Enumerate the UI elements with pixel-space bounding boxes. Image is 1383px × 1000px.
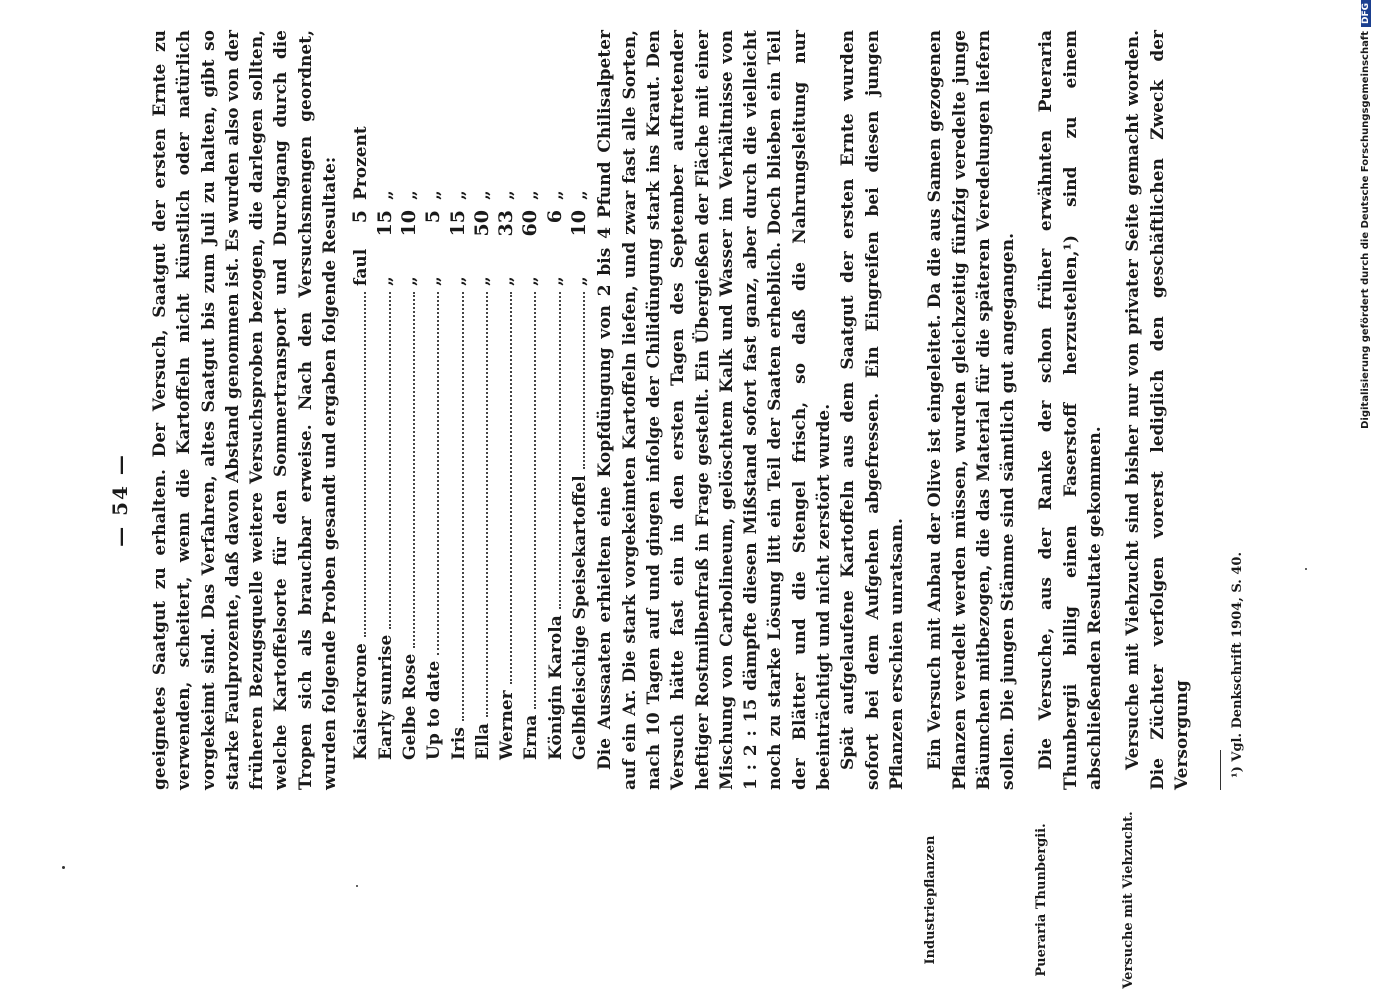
table-row (567, 120, 591, 760)
scan-speck (62, 866, 65, 869)
unit-label: „ (375, 190, 396, 200)
table-row (518, 120, 542, 760)
unit-label: „ (497, 190, 518, 200)
dot-leader (437, 292, 439, 655)
unit-label: „ (570, 190, 591, 200)
unit-label: „ (472, 190, 493, 200)
page-number: — 54 — (108, 453, 132, 547)
dot-leader (462, 292, 464, 721)
rot-percent-value: 5 (422, 210, 445, 224)
paragraph-viehzucht: Versuche mit Viehzucht sind bisher nur von privater Seite gemacht worden. Die Züchter verfolgen vorerst lediglich den geschäftlichen Zweck der Versorgung (1123, 30, 1192, 790)
variety-name: Up to date (424, 660, 445, 760)
rot-label: „ (472, 276, 493, 286)
variety-name: Gelbe Rose (399, 653, 420, 760)
dot-leader (583, 292, 585, 469)
margin-note-industriepflanzen: Industriepflanzen (923, 835, 938, 965)
variety-name: Gelbfleischige Speisekartoffel (570, 475, 591, 760)
rot-percent-value: 15 (446, 210, 469, 237)
rot-label: „ (521, 276, 542, 286)
results-table (348, 120, 591, 760)
variety-name: Early sunrise (375, 634, 396, 760)
footnote-rule (1220, 750, 1221, 790)
rot-percent-value: 15 (373, 210, 396, 237)
rot-label: „ (448, 276, 469, 286)
dot-leader (559, 292, 561, 609)
dot-leader (413, 292, 415, 648)
variety-name: Kaiserkrone (351, 643, 372, 760)
scan-speck (1305, 568, 1307, 570)
variety-name: Ella (472, 723, 493, 760)
footnote: ¹) Vgl. Denkschrift 1904, S. 40. (1230, 552, 1245, 778)
dot-leader (534, 292, 536, 709)
rot-percent-value: 33 (495, 210, 518, 237)
rot-label: „ (570, 276, 591, 286)
scan-speck (356, 885, 358, 887)
variety-name: Königin Karola (545, 615, 566, 760)
rot-percent-value: 10 (568, 210, 591, 237)
rot-label: „ (375, 276, 396, 286)
paragraph-fertilizer: Die Aussaaten erhielten eine Kopfdüngung von 2 bis 4 Pfund Chilisalpeter auf ein Ar. Die stark vorgekeimten Kartoffeln liefen, und zwar fast alle Sorten, nach 10 Tagen auf und gingen infolge der Chilidüngung stark ins Kraut. Den Versuch hätte fast ein in den ersten Tagen des September auftretender heftiger Rostmilbenfraß in Frage gestellt. Ein Übergießen der Fläche mit einer Mischung von Carbolineum, gelöschtem Kalk und Wasser im Verhältnisse von 1 : 2 : 15 dämpfte diesen Mißstand sofort fast ganz, aber durch die vielleicht noch zu starke Lösung litt ein Teil der Saaten erheblich. Doch blieben ein Teil der Blätter und die Stengel frisch, so daß die Nahrungsleitung nur beeinträchtigt und nicht zerstört wurde. (595, 30, 835, 790)
table-row (373, 120, 397, 760)
unit-label: „ (521, 190, 542, 200)
paragraph-industriepflanzen: Ein Versuch mit Anbau der Olive ist eingeleitet. Da die aus Samen gezogenen Pflanzen veredelt werden müssen, wurden gleichzeitig fünfzig veredelte junge Bäumchen mitbezogen, die das Material für die späteren Veredelungen liefern sollen. Die jungen Stämme sind sämtlich gut angegangen. (925, 30, 1019, 790)
rot-label: „ (497, 276, 518, 286)
credit-text: Digitalisierung gefördert durch die Deutsche Forschungsgemeinschaft (1360, 31, 1371, 429)
unit-label: „ (399, 190, 420, 200)
dot-leader (364, 292, 366, 637)
rot-percent-value: 10 (397, 210, 420, 237)
unit-label: „ (545, 190, 566, 200)
unit-label: „ (424, 190, 445, 200)
dot-leader (510, 292, 512, 684)
margin-note-viehzucht: Versuche mit Viehzucht. (1121, 811, 1136, 989)
rot-percent-value: 6 (543, 210, 566, 224)
variety-name: Erna (521, 714, 542, 760)
rot-label: „ (424, 276, 445, 286)
dot-leader (486, 292, 488, 717)
rot-percent-value: 60 (519, 210, 542, 237)
variety-name: Werner (497, 690, 518, 760)
rot-percent-value: 5 (349, 210, 372, 224)
rot-percent-value: 50 (470, 210, 493, 237)
table-row (446, 120, 470, 760)
rot-label: „ (545, 276, 566, 286)
unit-label: Prozent (351, 126, 372, 200)
rot-label: „ (399, 276, 420, 286)
paragraph-intro: geeignetes Saatgut zu erhalten. Der Versuch, Saatgut der ersten Ernte zu verwenden, scheitert, wenn die Kartoffeln nicht künstlich oder natürlich vorgekeimt sind. Das Verfahren, altes Saatgut bis zum Juli zu halten, gibt so starke Faulprozente, daß davon Abstand genommen ist. Es wurden also von der früheren Bezugsquelle weitere Versuchsproben bezogen, die darlegen sollten, welche Kartoffelsorte für den Sommertransport und Durchgang durch die Tropen sich als brauchbar erweise. Nach den Versuchsmengen geordnet, wurden folgende Proben gesandt und ergaben folgende Resultate: (150, 30, 341, 790)
dfg-logo: DFG (1361, 0, 1371, 27)
table-row (470, 120, 494, 760)
dot-leader (389, 292, 391, 629)
unit-label: „ (448, 190, 469, 200)
dfg-credit (1360, 0, 1371, 1000)
variety-name: Iris (448, 727, 469, 760)
table-row (421, 120, 445, 760)
margin-note-pueraria: Pueraria Thunbergii. (1034, 823, 1049, 977)
table-row (348, 120, 372, 760)
table-row (494, 120, 518, 760)
table-row (543, 120, 567, 760)
main-text (148, 30, 1194, 790)
paragraph-late-potatoes: Spät aufgelaufene Kartoffeln aus dem Saatgut der ersten Ernte wurden sofort bei dem Aufgehen abgefressen. Ein Eingreifen bei diesen jungen Pflanzen erschien unratsam. (838, 30, 907, 790)
rot-label: faul (351, 248, 372, 286)
table-row (397, 120, 421, 760)
paragraph-pueraria: Die Versuche, aus der Ranke der schon früher erwähnten Pueraria Thunbergii billig einen Faserstoff herzustellen,¹) sind zu einem abschließenden Resultate gekommen. (1036, 30, 1105, 790)
